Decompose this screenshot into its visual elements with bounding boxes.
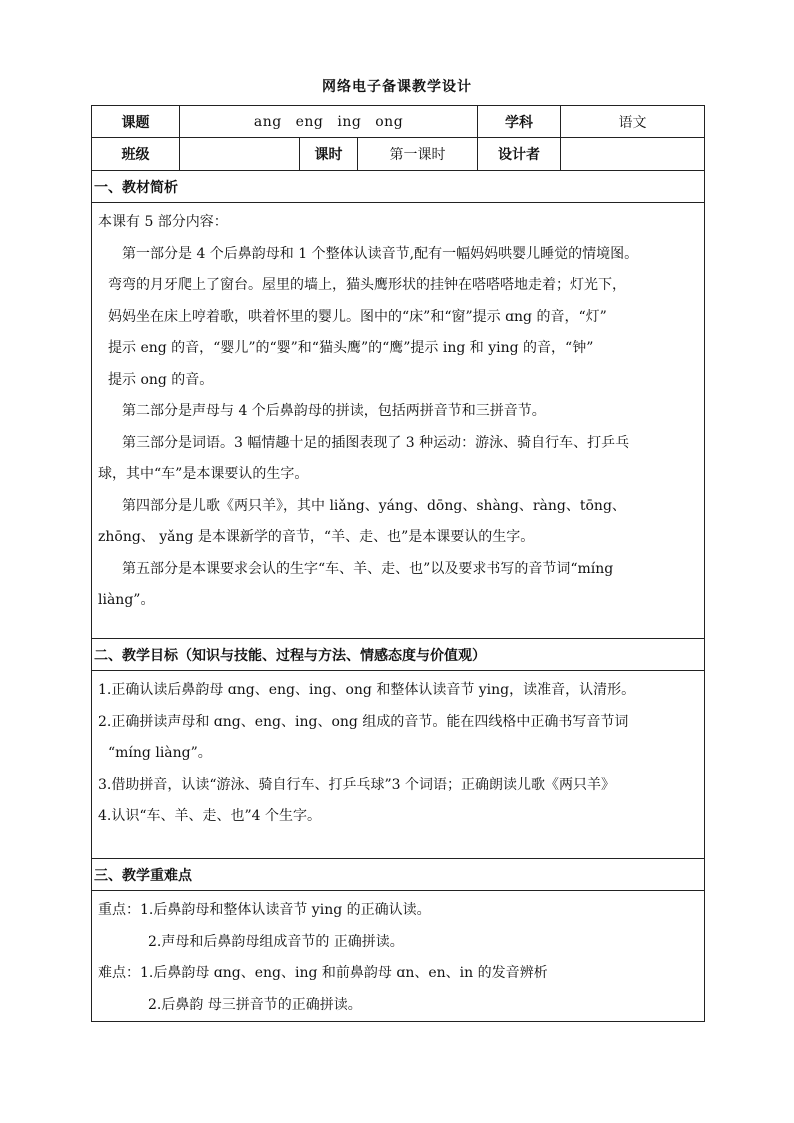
- topic-value: ang eng ing ong: [180, 106, 478, 138]
- objective-line: “míng liàng”。: [108, 745, 212, 761]
- class-value: [180, 138, 300, 171]
- objective-line: 3.借助拼音，认读“游泳、骑自行车、打乒乓球”3 个词语；正确朗读儿歌《两只羊》: [98, 776, 616, 793]
- keypoint-line: 难点：1.后鼻韵母 ɑng、eng、ing 和前鼻韵母 ɑn、en、in 的发音辨析: [98, 965, 548, 981]
- keypoints-body-row: [92, 891, 705, 1022]
- objective-line: 4.认识“车、羊、走、也”4 个生字。: [98, 808, 322, 824]
- analysis-section-body: [92, 203, 705, 639]
- analysis-section-title: 一、教材简析: [92, 171, 705, 203]
- analysis-header-row: [92, 171, 705, 203]
- objectives-section-title: 二、教学目标（知识与技能、过程与方法、情感态度与价值观）: [92, 639, 705, 671]
- lesson-plan-table: [91, 105, 705, 1022]
- objectives-section-body: [92, 671, 705, 859]
- class-label: 班级: [92, 138, 180, 171]
- period-value: 第一课时: [358, 138, 478, 171]
- keypoint-line: 重点：1.后鼻韵母和整体认读音节 ying 的正确认读。: [98, 902, 431, 918]
- designer-value: [561, 138, 705, 171]
- analysis-line: 妈妈坐在床上哼着歌，哄着怀里的婴儿。图中的“床”和“窗”提示 ɑng 的音，“灯”: [108, 308, 607, 325]
- objectives-body-row: [92, 671, 705, 859]
- analysis-line: 第四部分是儿歌《两只羊》，其中 liǎng、yáng、dōng、shàng、ràng、tōng、: [122, 497, 626, 514]
- subject-value: 语文: [561, 106, 705, 138]
- objective-line: 2.正确拼读声母和 ɑng、eng、ing、ong 组成的音节。能在四线格中正确书写音节词: [98, 713, 629, 730]
- topic-label: 课题: [92, 106, 180, 138]
- keypoint-line: 2.后鼻韵 母三拼音节的正确拼读。: [148, 996, 362, 1013]
- document-title: 网络电子备课教学设计: [322, 79, 472, 95]
- objectives-header-row: [92, 639, 705, 671]
- keypoints-section-title: 三、教学重难点: [92, 859, 705, 891]
- analysis-line: 提示 ong 的音。: [108, 371, 214, 388]
- analysis-body-row: [92, 203, 705, 639]
- analysis-line: 本课有 5 部分内容：: [98, 214, 228, 230]
- keypoints-section-body: [92, 891, 705, 1022]
- class-row: [92, 138, 705, 171]
- keypoint-line: 2.声母和后鼻韵母组成音节的 正确拼读。: [148, 933, 404, 950]
- subject-label: 学科: [478, 106, 561, 138]
- topic-row: [92, 106, 705, 138]
- analysis-line: 第五部分是本课要求会认的生字“车、羊、走、也”以及要求书写的音节词“míng: [122, 560, 614, 577]
- analysis-line: zhōng、 yǎng 是本课新学的音节，“羊、走、也”是本课要认的生字。: [98, 529, 535, 545]
- analysis-line: 第一部分是 4 个后鼻韵母和 1 个整体认读音节,配有一幅妈妈哄婴儿睡觉的情境图。: [122, 245, 639, 262]
- period-label: 课时: [300, 138, 358, 171]
- analysis-line: 球，其中“车”是本课要认的生字。: [98, 466, 309, 482]
- designer-label: 设计者: [478, 138, 561, 171]
- analysis-line: 弯弯的月牙爬上了窗台。屋里的墙上，猫头鹰形状的挂钟在嗒嗒嗒地走着；灯光下，: [108, 277, 626, 293]
- objective-line: 1.正确认读后鼻韵母 ɑng、eng、ing、ong 和整体认读音节 ying，读准音，认清形。: [98, 682, 636, 698]
- analysis-line: 第二部分是声母与 4 个后鼻韵母的拼读，包括两拼音节和三拼音节。: [122, 403, 546, 419]
- analysis-line: 第三部分是词语。3 幅情趣十足的插图表现了 3 种运动：游泳、骑自行车、打乒乓: [122, 434, 630, 451]
- analysis-line: liàng”。: [98, 592, 155, 608]
- analysis-line: 提示 eng 的音，“婴儿”的“婴”和“猫头鹰”的“鹰”提示 ing 和 ying 的音，“钟”: [108, 340, 594, 356]
- keypoints-header-row: [92, 859, 705, 891]
